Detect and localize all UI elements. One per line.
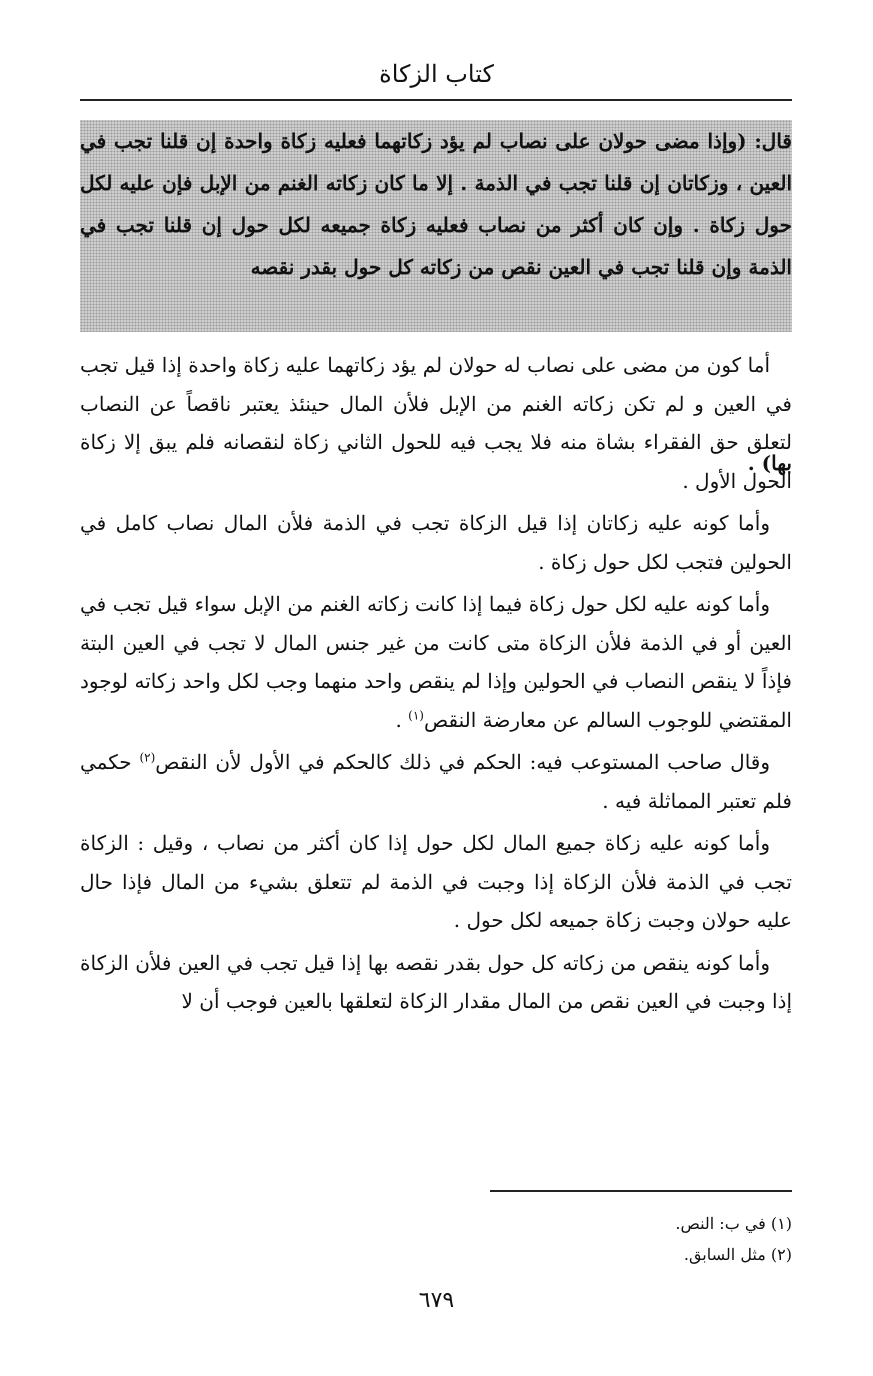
commentary-body bbox=[80, 346, 792, 1025]
footnotes bbox=[80, 1208, 792, 1270]
footnote-2: (٢) مثل السابق. bbox=[683, 1245, 792, 1264]
header-rule bbox=[80, 99, 792, 101]
paragraph-1: أما كون من مضى على نصاب له حولان لم يؤد زكاتهما عليه زكاة واحدة إذا قيل تجب في العين و لم تكن زكاته الغنم من الإبل فلأن المال حينئذ يعتبر ناقصاً عن النصاب لتعلق حق الفقراء بشاة منه فلا يجب فيه للحول الثاني زكاة لنقصانه فلم يبق إلا زكاة الحول الأول . bbox=[80, 353, 792, 493]
footnote-ref-2[interactable]: (٢) bbox=[139, 750, 156, 765]
paragraph-3-end: . bbox=[395, 707, 409, 732]
page-number: ٦٧٩ bbox=[418, 1288, 455, 1313]
footnote-ref-1[interactable]: (١) bbox=[408, 707, 424, 722]
footnote-1: (١) في ب: النص. bbox=[675, 1214, 792, 1233]
quoted-ruling-text: قال: (وإذا مضى حولان على نصاب لم يؤد زكاتهما فعليه زكاة واحدة إن قلنا تجب في العين ، وزكاتان إن قلنا تجب في الذمة . إلا ما كان زكاته الغنم من الإبل فإن عليه لكل حول زكاة . وإن كان أكثر من نصاب فعليه زكاة جميعه لكل حول إن قلنا تجب في الذمة وإن قلنا تجب في العين نقص من زكاته كل حول بقدر نقصه bbox=[80, 129, 792, 279]
paragraph-3-text: وأما كونه عليه لكل حول زكاة فيما إذا كانت زكاته الغنم من الإبل سواء قيل تجب في العين أو في الذمة فلأن الزكاة متى كانت من غير جنس المال لا تجب في العين البتة فإذاً لا ينقص النصاب في الحولين وإذا لم ينقص واحد منهما وجب لكل واحد زكاته لوجود المقتضي للوجوب السالم عن معارضة النقص bbox=[80, 592, 792, 732]
paragraph-4-end: حكمي فلم تعتبر المماثلة فيه . bbox=[80, 750, 792, 813]
paragraph-4-text: وقال صاحب المستوعب فيه: الحكم في ذلك كالحكم في الأول لأن النقص bbox=[155, 750, 771, 774]
paragraph-6: وأما كونه ينقص من زكاته كل حول بقدر نقصه بها إذا قيل تجب في العين فلأن الزكاة إذا وجبت في العين نقص من المال مقدار الزكاة لتعلقها بالعين فوجب أن لا bbox=[80, 950, 792, 1013]
quoted-ruling-last-line: بها) . bbox=[747, 451, 792, 475]
paragraph-2: وأما كونه عليه زكاتان إذا قيل الزكاة تجب في الذمة فلأن المال نصاب كامل في الحولين فتجب لكل حول زكاة . bbox=[80, 511, 792, 574]
footnote-rule bbox=[490, 1190, 792, 1192]
paragraph-3 bbox=[80, 585, 792, 739]
running-title: كتاب الزكاة bbox=[379, 60, 494, 88]
paragraph-5: وأما كونه عليه زكاة جميع المال لكل حول إذا كان أكثر من نصاب ، وقيل : الزكاة تجب في الذمة فلأن الزكاة إذا وجبت في الذمة لم تتعلق بشيء من المال فإذا حال عليه حولان وجبت زكاة جميعه لكل حول . bbox=[80, 831, 792, 932]
paragraph-4 bbox=[80, 743, 792, 820]
